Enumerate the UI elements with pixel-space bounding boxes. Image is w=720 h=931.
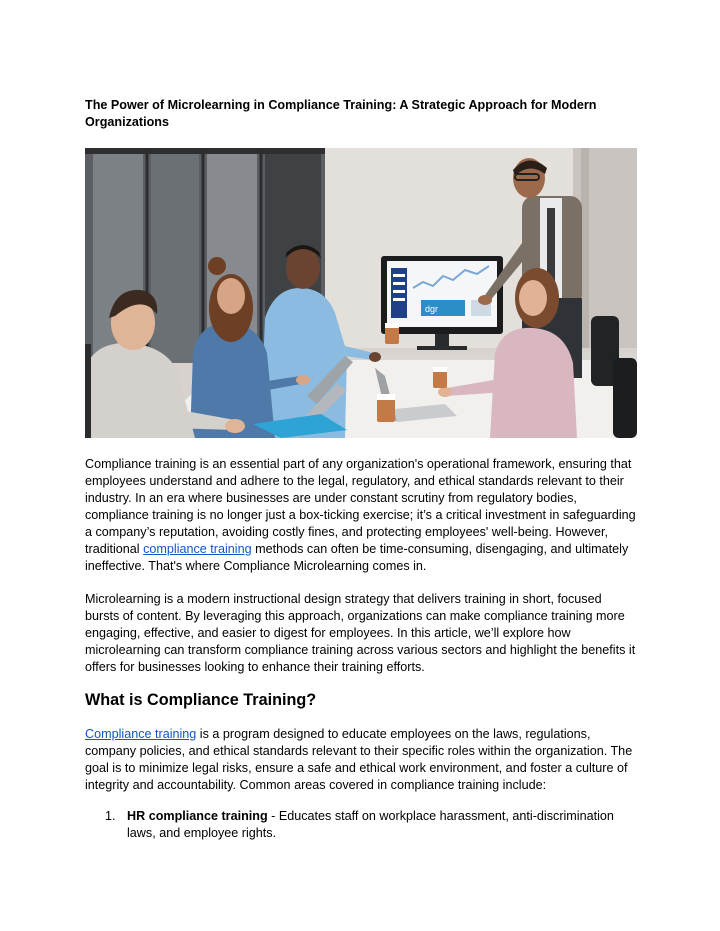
compliance-areas-list xyxy=(85,808,638,842)
section-paragraph-text: is a program designed to educate employees on the laws, regulations, company policies, and ethical standards relevant to their specific roles within the organization. The goal is to minimize legal risks, ensure a safe and ethical work environment, and foster a culture of integrity and accountability. Common areas covered in compliance training include: xyxy=(85,727,633,792)
meeting-photo xyxy=(85,148,637,438)
compliance-training-section-link[interactable]: Compliance training xyxy=(85,727,197,741)
section-heading: What is Compliance Training? xyxy=(85,691,317,709)
list-item-number: 1. xyxy=(105,809,116,823)
list-item-description: - Educates staff on workplace harassment, anti-discrimination laws, and employee rights. xyxy=(127,809,614,840)
microlearning-paragraph: Microlearning is a modern instructional design strategy that delivers training in short, focused bursts of content. By leveraging this approach, organizations can make compliance training more engaging, effective, and easier to digest for employees. In this article, we’ll explore how microlearning can transform compliance training across various sectors and highlight the benefits it offers for businesses looking to enhance their training efforts. xyxy=(85,592,636,674)
compliance-training-link[interactable]: compliance training xyxy=(143,542,252,556)
intro-text-part2: methods can often be time-consuming, disengaging, and ultimately ineffective. That's where Compliance Microlearning comes in. xyxy=(85,542,629,573)
document-title: The Power of Microlearning in Compliance Training: A Strategic Approach for Modern Organizations xyxy=(85,98,597,129)
intro-paragraph xyxy=(85,456,638,575)
section-paragraph xyxy=(85,726,638,794)
monitor-text: dgr xyxy=(425,304,439,314)
list-item-term: HR compliance training xyxy=(127,809,268,823)
list-item xyxy=(85,808,638,842)
intro-text-part1: Compliance training is an essential part of any organization's operational framework, ensuring that employees understand and adhere to the legal, regulatory, and ethical standards relevant to their industry. In an era where businesses are under constant scrutiny from regulatory bodies, compliance training is no longer just a box-ticking exercise; it’s a critical investment in safeguarding a company’s reputation, avoiding costly fines, and protecting employees' well-being. However, traditional xyxy=(85,457,636,556)
